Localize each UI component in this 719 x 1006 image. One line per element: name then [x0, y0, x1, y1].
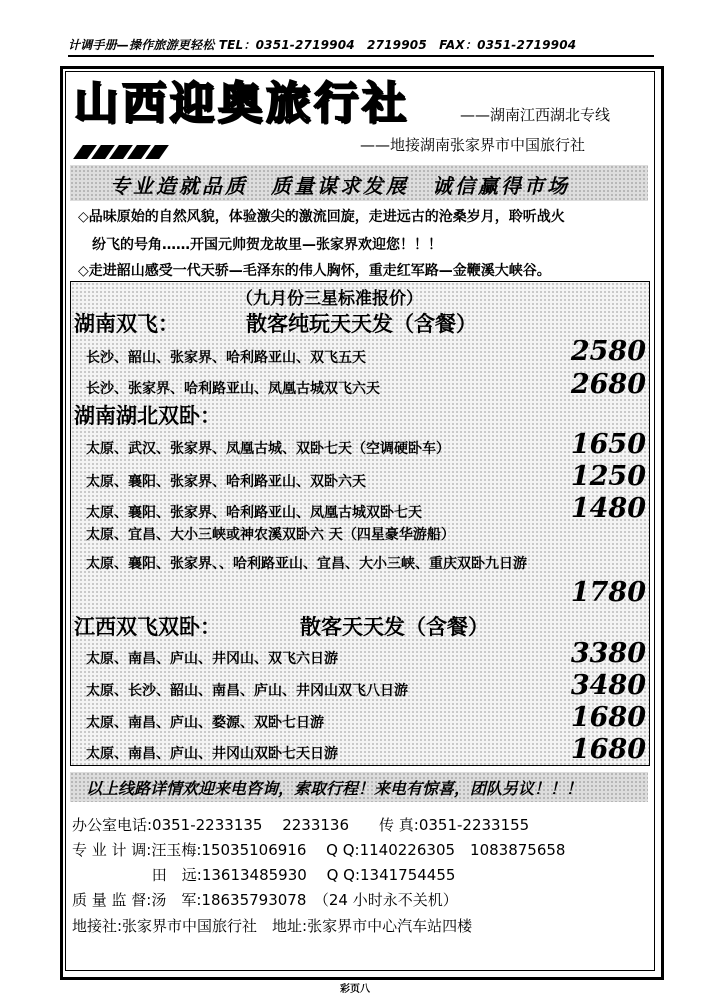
section-hunan-hubei-sleeper	[74, 400, 221, 430]
route-item: 太原、宜昌、大小三峡或神农溪双卧六 天（四星豪华游船）	[86, 527, 455, 543]
price-heading: （九月份三星标准报价）	[236, 289, 423, 309]
contact-ground-agency: 地接社:张家界市中国旅行社 地址:张家界市中心汽车站四楼	[72, 917, 473, 935]
route-price: 1680	[570, 702, 646, 733]
section-title: 江西双飞双卧：	[74, 614, 221, 639]
route-item: 长沙、张家界、哈利路亚山、凤凰古城双飞六天	[86, 381, 380, 397]
section-jiangxi	[74, 611, 489, 641]
route-price: 2580	[570, 336, 646, 367]
decorative-stripes	[78, 144, 173, 158]
route-item: 长沙、韶山、张家界、哈利路亚山、双飞五天	[86, 350, 366, 366]
route-price: 1780	[570, 577, 646, 608]
top-contact-bar: 计调手册—操作旅游更轻松 TEL：0351-2719904 2719905 FAX：0351-2719904	[68, 36, 654, 57]
route-item: 太原、武汉、张家界、凤凰古城、双卧七天（空调硬卧车）	[86, 441, 450, 457]
contact-planner-2: 田 远:13613485930 Q Q:1341754455	[72, 866, 456, 884]
route-price: 1480	[570, 493, 646, 524]
footer-slogan: 以上线路详情欢迎来电咨询，索取行程！来电有惊喜，团队另议！！！	[86, 779, 583, 798]
partner-subtitle: ——地接湖南张家界市中国旅行社	[360, 136, 586, 154]
route-price: 1650	[570, 429, 646, 460]
section-hunan-fly	[74, 308, 477, 338]
route-item: 太原、襄阳、张家界、、哈利路亚山、宜昌、大小三峡、重庆双卧九日游	[86, 556, 527, 572]
route-item: 太原、南昌、庐山、井冈山双卧七天日游	[86, 746, 338, 762]
intro-line-1: ◇品味原始的自然风貌，体验激尖的激流回旋，走进远古的沧桑岁月，聆听战火	[78, 209, 565, 225]
contact-planner-1: 专 业 计 调:汪玉梅:15035106916 Q Q:1140226305 1083875658	[72, 841, 566, 859]
route-item: 太原、襄阳、张家界、哈利路亚山、凤凰古城双卧七天	[86, 505, 422, 521]
section-title: 湖南湖北双卧：	[74, 403, 221, 428]
section-subtitle: 散客天天发（含餐）	[300, 614, 489, 639]
route-price: 2680	[570, 369, 646, 400]
slogan: 专业造就品质 质量谋求发展 诚信赢得市场	[110, 174, 570, 198]
route-item: 太原、襄阳、张家界、哈利路亚山、双卧六天	[86, 474, 366, 490]
contact-office: 办公室电话:0351-2233135 2233136 传 真:0351-2233155	[72, 816, 530, 834]
section-subtitle: 散客纯玩天天发（含餐）	[246, 311, 477, 336]
page-number: 彩页八	[340, 984, 370, 995]
route-price: 1680	[570, 734, 646, 765]
intro-line-2: 纷飞的号角……开国元帅贺龙故里—张家界欢迎您！！！	[78, 237, 442, 253]
route-item: 太原、长沙、韶山、南昌、庐山、井冈山双飞八日游	[86, 683, 408, 699]
intro-line-3: ◇走进韶山感受一代天骄—毛泽东的伟人胸怀，重走红军路—金鞭溪大峡谷。	[78, 263, 551, 279]
route-subtitle: ——湖南江西湖北专线	[460, 106, 611, 124]
route-price: 3380	[570, 638, 646, 669]
route-price: 1250	[570, 461, 646, 492]
contact-quality: 质 量 监 督:汤 军:18635793078 （24 小时永不关机）	[72, 891, 458, 909]
section-title: 湖南双飞：	[74, 311, 179, 336]
route-price: 3480	[570, 670, 646, 701]
route-item: 太原、南昌、庐山、井冈山、双飞六日游	[86, 651, 338, 667]
route-item: 太原、南昌、庐山、婺源、双卧七日游	[86, 715, 324, 731]
agency-title: 山西迎奥旅行社	[74, 78, 410, 129]
